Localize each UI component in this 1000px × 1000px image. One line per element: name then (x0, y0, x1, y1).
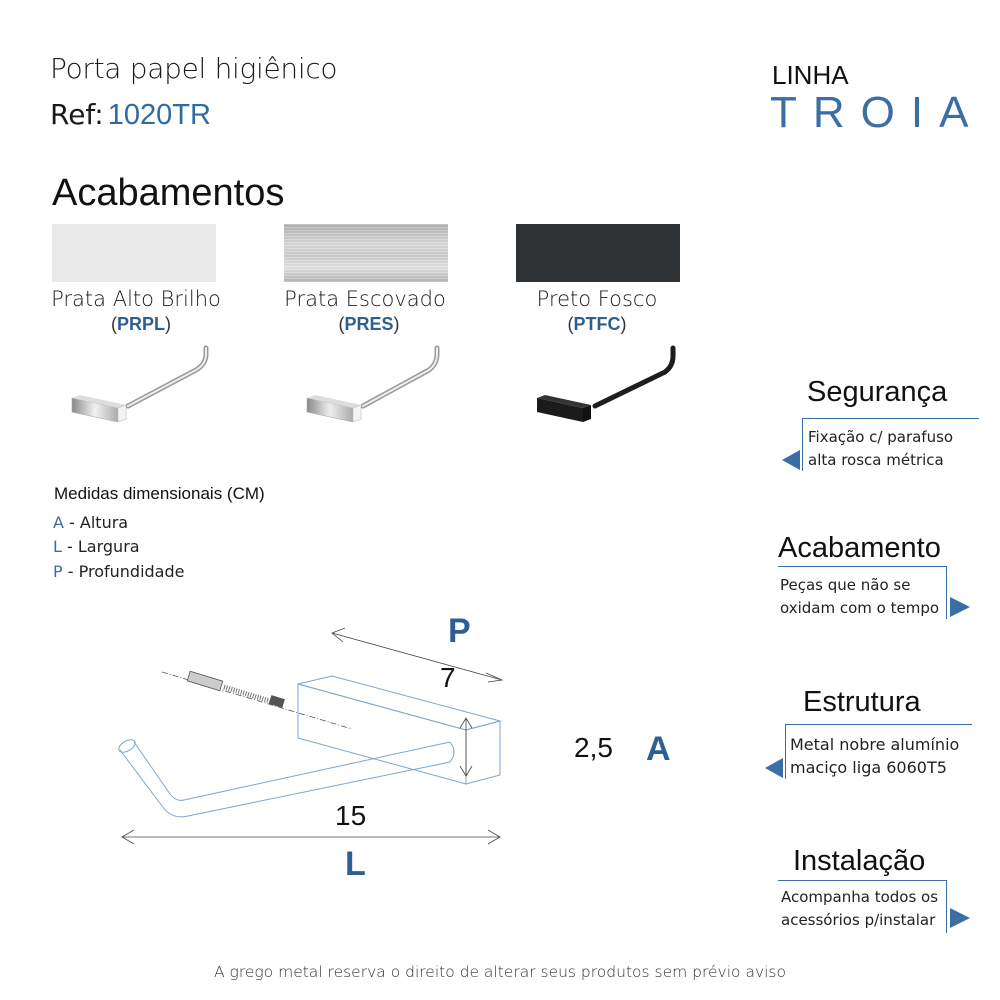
feature-line: maciço liga 6060T5 (790, 758, 947, 777)
feature-title-acabamento: Acabamento (778, 532, 941, 564)
product-title: Porta papel higiênico (50, 52, 338, 85)
feature-title-seguranca: Segurança (807, 376, 948, 408)
arrow-left-icon (782, 450, 800, 470)
ref-code: 1020TR (107, 99, 211, 131)
feature-line: Peças que não se (780, 576, 911, 594)
feature-text-acabamento (780, 574, 939, 620)
dimension-a-label: A (646, 730, 671, 768)
finishes-title: Acabamentos (52, 172, 285, 214)
product-image-brushed (295, 340, 455, 430)
swatch-preto-fosco (516, 224, 680, 282)
arrow-left-icon (765, 758, 783, 778)
ref-label: Ref: (50, 98, 104, 131)
arrow-right-icon (950, 597, 970, 617)
feature-line: oxidam com o tempo (780, 599, 940, 617)
finish-name-1: Prata Alto Brilho (51, 287, 221, 311)
finish-code-3: (PTFC) (567, 314, 627, 334)
feature-title-instalacao: Instalação (793, 845, 926, 877)
legend-largura (53, 537, 140, 556)
finish-code-2: (PRES) (338, 314, 400, 334)
legend-altura (53, 513, 128, 532)
swatch-prata-alto-brilho (52, 224, 216, 282)
finish-name-2: Prata Escovado (284, 287, 446, 311)
dimensions-title: Medidas dimensionais (CM) (54, 484, 265, 503)
dimension-p-value: 7 (440, 662, 456, 693)
line-name: TROIA (770, 88, 985, 137)
arrow-right-icon (950, 908, 970, 928)
feature-text-estrutura (790, 733, 959, 779)
legend-sep: - (61, 537, 78, 556)
legend-sep: - (62, 562, 79, 581)
finish-code-value: PRPL (116, 314, 165, 334)
feature-title-estrutura: Estrutura (803, 686, 921, 718)
feature-line: Metal nobre alumínio (790, 735, 960, 754)
feature-line: Acompanha todos os (781, 888, 939, 906)
dimension-a-value: 2,5 (574, 732, 613, 763)
footer-disclaimer: A grego metal reserva o direito de alterar seus produtos sem prévio aviso (213, 963, 786, 981)
dimension-l-value: 15 (335, 800, 367, 831)
feature-text-instalacao (781, 886, 938, 932)
legend-label: Largura (77, 537, 140, 556)
legend-label: Profundidade (78, 562, 185, 581)
legend-key: L (53, 537, 62, 556)
finish-code-value: PTFC (573, 314, 621, 334)
feature-line: Fixação c/ parafuso (808, 428, 954, 446)
legend-key: A (53, 513, 64, 532)
finish-code-1: (PRPL) (110, 314, 171, 334)
product-image-black (525, 340, 685, 430)
feature-line: alta rosca métrica (808, 451, 944, 469)
finish-code-value: PRES (344, 314, 394, 334)
product-image-chrome (60, 340, 220, 430)
product-ref (50, 98, 211, 132)
dimension-l-label: L (345, 845, 366, 883)
legend-profundidade (53, 562, 184, 581)
legend-sep: - (63, 513, 80, 532)
legend-label: Altura (79, 513, 129, 532)
dimension-p-label: P (448, 612, 471, 650)
swatch-prata-escovado (284, 224, 448, 282)
feature-text-seguranca (808, 426, 953, 472)
legend-key: P (53, 562, 63, 581)
finish-name-3: Preto Fosco (536, 287, 658, 311)
feature-line: acessórios p/instalar (781, 911, 936, 929)
line-label: LINHA (772, 60, 849, 90)
